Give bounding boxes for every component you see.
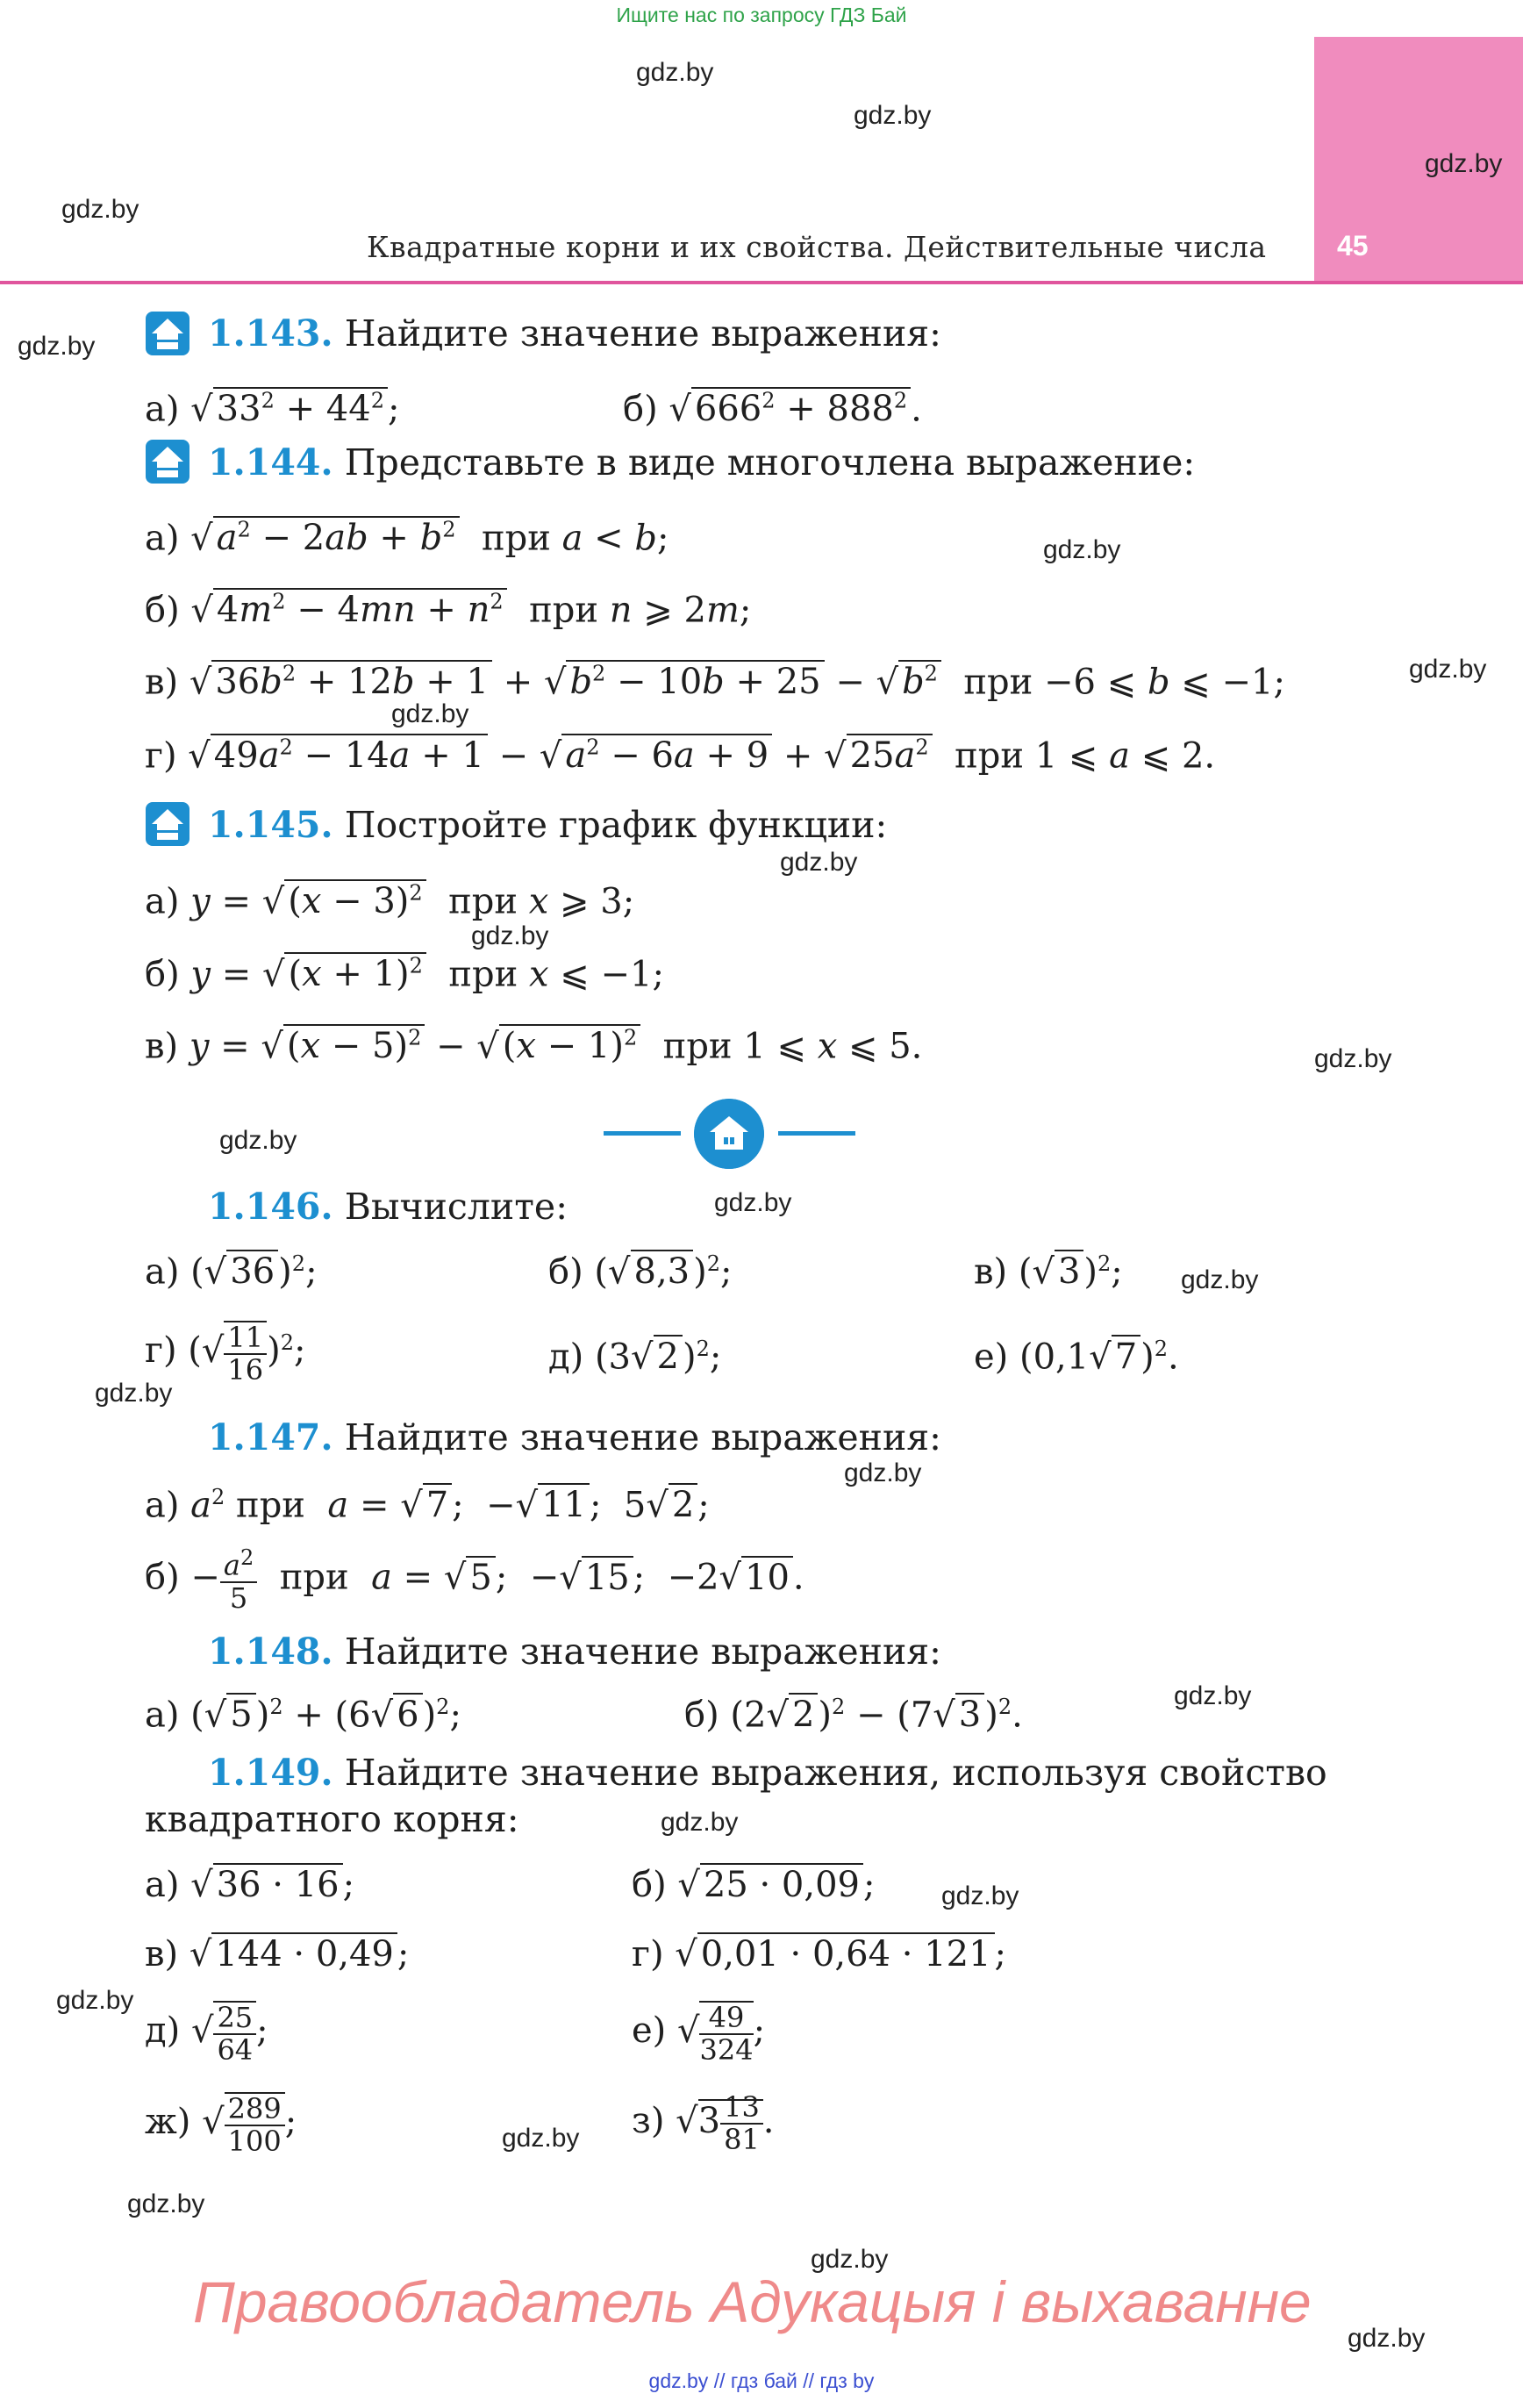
divider-line-left [604, 1131, 681, 1136]
exercise-1149-b: б) √ 25 · 0,09 ; [632, 1865, 876, 1905]
home-exercise-icon [145, 439, 190, 484]
copyright-notice: Правообладатель Адукацыя і выхаванне [193, 2269, 1312, 2334]
page-header-title: Квадратные корни и их свойства. Действительные числа [367, 230, 1267, 264]
watermark: gdz.by [714, 1188, 792, 1217]
exercise-1144-d: г) √ $49a^2 - 14a + 1$ − √ $a^2 - 6a + 9$ + √ $25a^2$ при 1 ⩽ a ⩽ 2. [145, 735, 1216, 777]
exercise-1149-f: е) √ $\frac{49}{324}$ ; [632, 2001, 766, 2068]
watermark: gdz.by [780, 848, 858, 877]
exercise-1148-a: а) (√ 5 )$^2$ + (6√ 6 )$^2$; [145, 1695, 461, 1736]
home-exercise-icon [145, 801, 190, 847]
exercise-1146-c: в) (√ 3 )$^2$; [974, 1251, 1123, 1293]
exercise-1144-title: 1.144. Представьте в виде многочлена выражение: [208, 441, 1196, 484]
exercise-1147-title: 1.147. Найдите значение выражения: [208, 1416, 941, 1458]
footer-links: gdz.by // гдз бай // гдз by [648, 2369, 875, 2392]
exercise-1146-a: а) (√ 36 )$^2$; [145, 1251, 318, 1293]
watermark: gdz.by [844, 1458, 922, 1487]
watermark: gdz.by [1409, 655, 1487, 684]
watermark: gdz.by [502, 2124, 580, 2153]
exercise-1149-g: ж) √ $\frac{289}{100}$ ; [145, 2092, 297, 2159]
exercise-1149-d: г) √ 0,01 · 0,64 · 121 ; [632, 1934, 1007, 1974]
watermark: gdz.by [854, 101, 932, 130]
exercise-1143-a: а) √ $33^2 + 44^2$ ; [145, 389, 400, 430]
exercise-1147-b: б) − $\frac{a^2}{5}$ при a = √ 5 ; −√ 15 ; −2√ 10 . [145, 1545, 804, 1615]
exercise-1149-a: а) √ 36 · 16 ; [145, 1865, 355, 1905]
watermark: gdz.by [471, 921, 549, 950]
page-number: 45 [1337, 230, 1369, 262]
exercise-1148-b: б) (2√ 2 )$^2$ − (7√ 3 )$^2$. [684, 1695, 1023, 1736]
house-icon [694, 1099, 764, 1169]
watermark: gdz.by [1043, 535, 1121, 564]
exercise-1143-b: б) √ $666^2 + 888^2$ . [623, 389, 922, 430]
exercise-1147-a: а) $a^2$ при a = √ 7 ; −√ 11 ; 5√ 2 ; [145, 1485, 710, 1526]
exercise-1146-title: 1.146. Вычислите: [208, 1186, 568, 1228]
watermark: gdz.by [18, 332, 96, 361]
home-exercise-icon [145, 311, 190, 356]
watermark: gdz.by [636, 58, 714, 87]
exercise-1145-title: 1.145. Постройте график функции: [208, 804, 888, 846]
watermark: gdz.by [391, 699, 469, 728]
exercise-1146-e: д) (3√ 2 )$^2$; [548, 1337, 722, 1378]
exercise-1143-title: 1.143. Найдите значение выражения: [208, 312, 941, 355]
watermark: gdz.by [1174, 1681, 1252, 1710]
header-rule [0, 281, 1523, 284]
exercise-1146-b: б) (√ 8,3 )$^2$; [548, 1251, 733, 1293]
exercise-1146-f: е) (0,1√ 7 )$^2$. [974, 1337, 1179, 1378]
exercise-1148-title: 1.148. Найдите значение выражения: [208, 1630, 941, 1673]
exercise-1145-a: а) y = √ $(x - 3)^2$ при x ⩾ 3; [145, 881, 635, 922]
exercise-1146-d: г) (√ $\frac{11}{16}$ )$^2$; [145, 1321, 306, 1387]
watermark: gdz.by [1425, 149, 1503, 178]
exercise-1144-a: а) √ $a^2 - 2ab + b^2$ при a < b; [145, 518, 669, 559]
watermark: gdz.by [219, 1126, 297, 1155]
watermark: gdz.by [127, 2189, 205, 2218]
exercise-1149-e: д) √ $\frac{25}{64}$ ; [145, 2001, 268, 2068]
exercise-1149-title: 1.149. Найдите значение выражения, используя свойство [208, 1752, 1327, 1794]
exercise-1149-title-cont: квадратного корня: [145, 1798, 519, 1840]
watermark: gdz.by [1314, 1044, 1392, 1073]
exercise-1149-h: з) √3 $\frac{13}{81}$ . [632, 2090, 775, 2157]
watermark: gdz.by [61, 195, 139, 224]
top-note: Ищите нас по запросу ГДЗ Бай [616, 4, 907, 26]
exercise-1149-c: в) √ 144 · 0,49 ; [145, 1934, 410, 1974]
exercise-1144-b: б) √ $4m^2 - 4mn + n^2$ при n ⩾ 2m; [145, 590, 752, 631]
watermark: gdz.by [1181, 1265, 1259, 1294]
watermark: gdz.by [56, 1986, 134, 2015]
exercise-1145-c: в) y = √ $(x - 5)^2$ − √ $(x - 1)^2$ при 1 ⩽ x ⩽ 5. [145, 1026, 923, 1067]
watermark: gdz.by [661, 1808, 739, 1837]
watermark: gdz.by [1348, 2324, 1426, 2353]
exercise-1145-b: б) y = √ $(x + 1)^2$ при x ⩽ −1; [145, 954, 664, 995]
watermark: gdz.by [95, 1379, 173, 1408]
watermark: gdz.by [811, 2245, 889, 2274]
exercise-1144-c: в) √ $36b^2 + 12b + 1$ + √ $b^2 - 10b + 25$ − √ $b^2$ при −6 ⩽ b ⩽ −1; [145, 662, 1285, 703]
divider-line-right [778, 1131, 855, 1136]
watermark: gdz.by [941, 1881, 1019, 1910]
